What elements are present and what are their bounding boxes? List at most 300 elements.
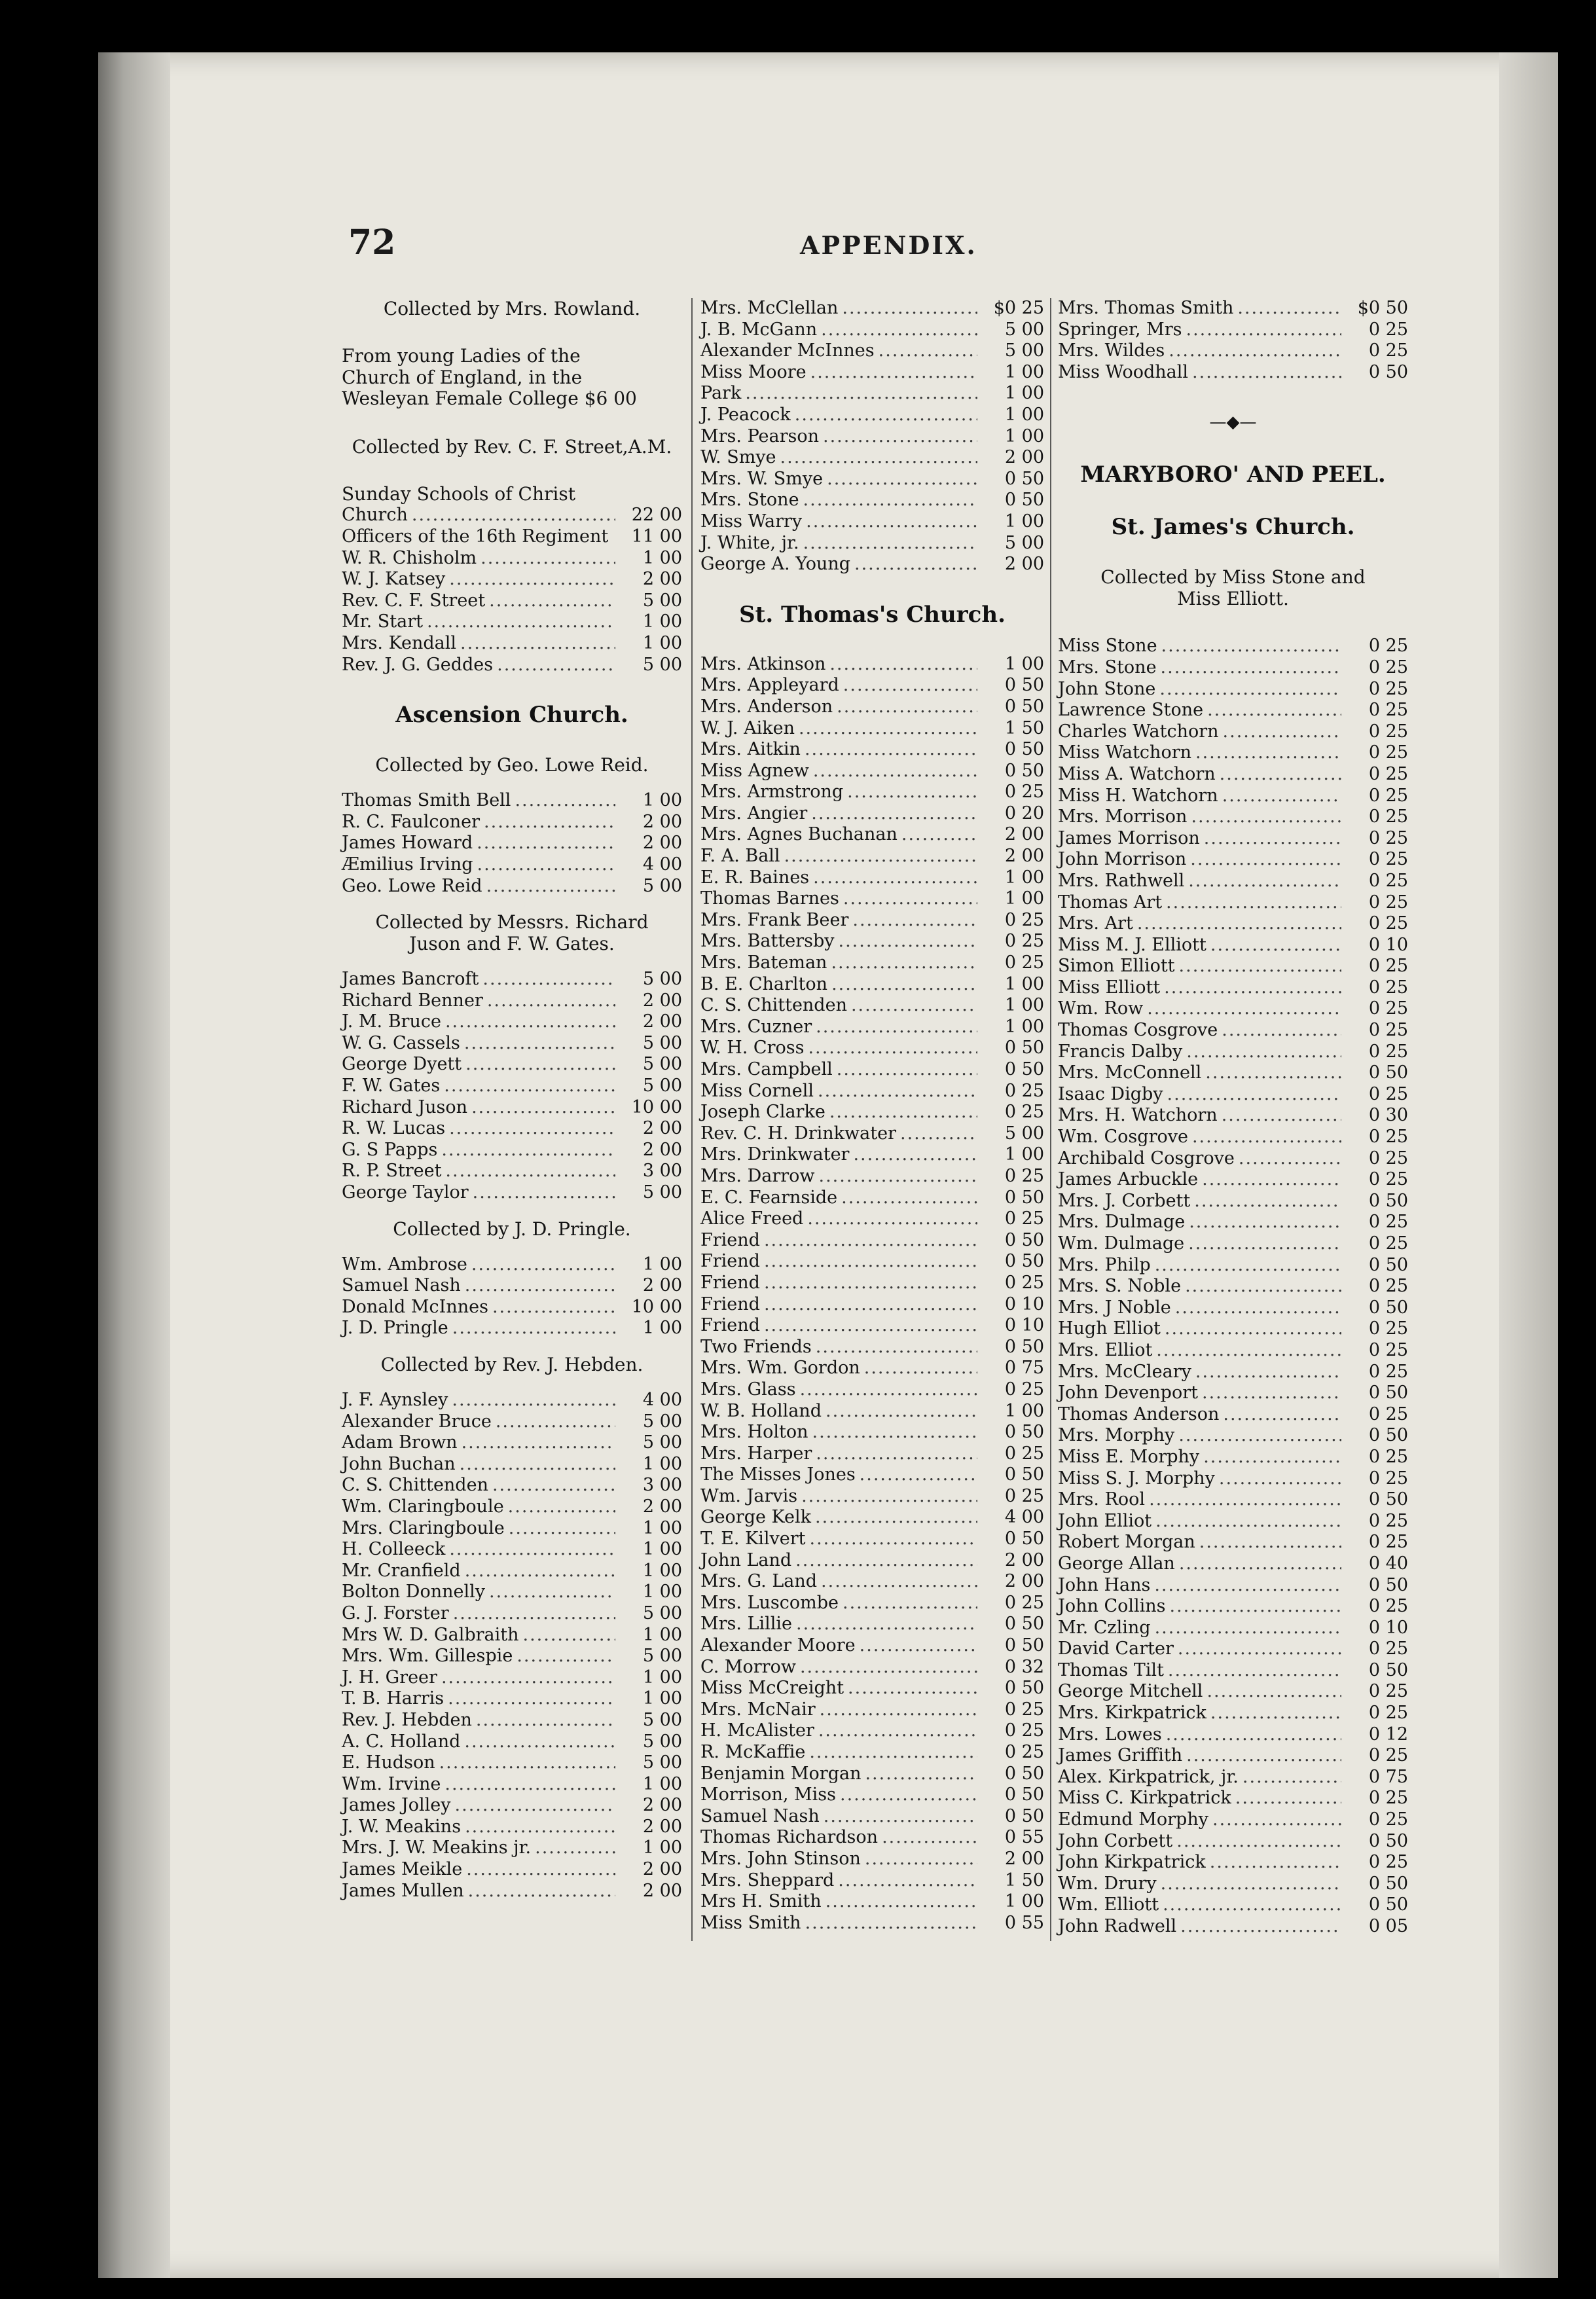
donation-amount: 2 00 bbox=[642, 569, 682, 590]
donation-entry bbox=[342, 611, 682, 633]
donor-name: Miss Elliott bbox=[1058, 977, 1161, 998]
donor-name: J. W. Meakins bbox=[342, 1816, 462, 1837]
donation-amount: $0 50 bbox=[1357, 298, 1408, 318]
dot-leader bbox=[1155, 1511, 1341, 1532]
dot-leader bbox=[441, 1140, 615, 1161]
collector-heading: Collected by Mrs. Rowland. bbox=[383, 298, 641, 319]
donation-amount: 0 25 bbox=[1368, 742, 1408, 763]
donor-name: Church bbox=[342, 505, 408, 526]
donation-amount: 0 50 bbox=[1004, 739, 1044, 760]
donation-amount: 1 00 bbox=[642, 1318, 682, 1339]
dot-leader bbox=[865, 1849, 977, 1870]
donation-amount: 1 00 bbox=[642, 547, 682, 568]
dot-leader bbox=[1154, 1575, 1341, 1597]
dot-leader bbox=[1210, 1852, 1341, 1874]
donor-name: Mrs. Rathwell bbox=[1058, 870, 1185, 891]
donation-amount: 2 00 bbox=[1004, 554, 1044, 575]
donation-amount: 1 00 bbox=[1004, 867, 1044, 888]
donation-entry bbox=[700, 340, 1044, 362]
donation-amount: 0 25 bbox=[1004, 1102, 1044, 1123]
donation-entry bbox=[342, 1710, 682, 1731]
donation-entry bbox=[1058, 956, 1408, 977]
donation-entry bbox=[1058, 1575, 1408, 1597]
donation-amount: 0 50 bbox=[1368, 1297, 1408, 1318]
donor-name: Isaac Digby bbox=[1058, 1083, 1163, 1104]
donation-entry bbox=[700, 761, 1044, 782]
donor-name: A. C. Holland bbox=[342, 1731, 461, 1752]
donation-entry bbox=[1058, 1318, 1408, 1340]
dot-leader bbox=[811, 803, 977, 825]
donation-amount: 0 25 bbox=[1368, 1276, 1408, 1297]
dot-leader bbox=[452, 1390, 615, 1411]
donor-name: Wm. Row bbox=[1058, 998, 1144, 1019]
donation-amount: 0 25 bbox=[1368, 678, 1408, 699]
donor-name: Mrs. Glass bbox=[700, 1379, 796, 1400]
donation-entry bbox=[700, 490, 1044, 511]
donor-name: James Howard bbox=[342, 833, 473, 854]
donation-entry bbox=[1058, 1468, 1408, 1490]
donor-name: Mrs. H. Watchorn bbox=[1058, 1105, 1218, 1126]
donation-amount: 2 00 bbox=[642, 1816, 682, 1837]
donor-name: Mrs. Stone bbox=[700, 490, 799, 511]
donation-amount: 0 25 bbox=[1368, 1596, 1408, 1617]
dot-leader bbox=[465, 1561, 615, 1582]
donation-entry bbox=[1058, 1297, 1408, 1319]
dot-leader bbox=[800, 1379, 977, 1401]
church-heading: Ascension Church. bbox=[395, 702, 628, 729]
dot-leader bbox=[1242, 1767, 1341, 1788]
donation-entry bbox=[1058, 636, 1408, 657]
donor-name: George Dyett bbox=[342, 1054, 462, 1075]
donation-amount: 1 00 bbox=[1004, 973, 1044, 994]
dot-leader bbox=[464, 1033, 615, 1055]
donor-name: Rev. J. Hebden bbox=[342, 1709, 472, 1730]
donation-entry bbox=[342, 1667, 682, 1689]
donor-name: Thomas Cosgrove bbox=[1058, 1020, 1218, 1041]
donation-amount: 2 00 bbox=[1004, 846, 1044, 867]
dot-leader bbox=[466, 1859, 615, 1881]
donation-amount: 0 25 bbox=[1368, 1809, 1408, 1830]
dot-leader bbox=[523, 1625, 615, 1646]
donor-name: Mrs. J. W. Meakins jr. bbox=[342, 1837, 532, 1858]
donor-name: G. J. Forster bbox=[342, 1602, 449, 1623]
donation-amount: 0 25 bbox=[1368, 998, 1408, 1019]
donor-name: Robert Morgan bbox=[1058, 1532, 1195, 1553]
donation-amount: 0 50 bbox=[1004, 1229, 1044, 1250]
binding-edge bbox=[98, 52, 170, 2278]
donation-amount: 0 50 bbox=[1368, 1873, 1408, 1894]
dot-leader bbox=[1220, 764, 1341, 786]
donor-name: J. F. Aynsley bbox=[342, 1390, 448, 1410]
donation-amount: 5 00 bbox=[642, 1076, 682, 1096]
donor-name: Alexander Bruce bbox=[342, 1411, 492, 1432]
donation-amount: 0 50 bbox=[1004, 1805, 1044, 1826]
donation-amount: 2 00 bbox=[1004, 1571, 1044, 1592]
dot-leader bbox=[825, 1401, 977, 1422]
donation-amount: 0 25 bbox=[1004, 1080, 1044, 1101]
dot-leader bbox=[848, 1678, 977, 1699]
donor-name: W. J. Katsey bbox=[342, 569, 446, 590]
donation-entry bbox=[700, 910, 1044, 932]
donation-entry bbox=[1058, 721, 1408, 743]
donor-name: W. H. Cross bbox=[700, 1038, 805, 1059]
donation-entry bbox=[1058, 1233, 1408, 1255]
donation-entry bbox=[700, 1849, 1044, 1870]
donation-entry bbox=[1058, 1362, 1408, 1383]
dot-leader bbox=[820, 1699, 977, 1721]
dot-leader bbox=[1186, 1745, 1341, 1767]
donation-amount: 0 25 bbox=[1368, 1148, 1408, 1168]
dot-leader bbox=[464, 1731, 615, 1753]
dot-leader bbox=[460, 633, 615, 655]
donation-entry bbox=[342, 1837, 682, 1859]
dot-leader bbox=[823, 426, 977, 448]
donation-entry bbox=[1058, 1809, 1408, 1831]
donation-entry bbox=[700, 533, 1044, 554]
donor-name: Miss Watchorn bbox=[1058, 742, 1191, 763]
dot-leader bbox=[427, 611, 615, 633]
dot-leader bbox=[449, 569, 615, 590]
donation-amount: 1 00 bbox=[642, 1254, 682, 1275]
donation-entry bbox=[700, 1251, 1044, 1273]
dot-leader bbox=[809, 1742, 977, 1764]
page-edge bbox=[1499, 52, 1558, 2278]
dot-leader bbox=[1186, 1041, 1341, 1063]
donation-entry bbox=[700, 1764, 1044, 1785]
donation-entry bbox=[700, 952, 1044, 974]
dot-leader bbox=[821, 319, 977, 341]
donor-name: Mr. Czling bbox=[1058, 1617, 1151, 1638]
donor-name: Miss C. Kirkpatrick bbox=[1058, 1788, 1231, 1809]
donor-name: F. A. Ball bbox=[700, 846, 780, 867]
donation-entry bbox=[700, 1635, 1044, 1657]
donation-amount: 0 25 bbox=[1368, 1403, 1408, 1424]
donation-entry bbox=[1058, 700, 1408, 721]
donation-entry bbox=[1058, 1191, 1408, 1212]
dot-leader bbox=[808, 1038, 977, 1059]
dot-leader bbox=[468, 1881, 615, 1902]
donor-name: Wm. Dulmage bbox=[1058, 1233, 1185, 1254]
donation-entry bbox=[700, 1059, 1044, 1081]
donation-amount: 2 00 bbox=[642, 1118, 682, 1139]
donation-amount: 0 25 bbox=[1368, 1703, 1408, 1724]
donation-amount: 0 25 bbox=[1368, 1468, 1408, 1489]
donation-amount: 0 25 bbox=[1368, 1020, 1408, 1041]
donation-amount: 5 00 bbox=[642, 1602, 682, 1623]
donor-name: James Griffith bbox=[1058, 1745, 1183, 1766]
donor-name: Mrs. G. Land bbox=[700, 1571, 818, 1592]
donor-name: Miss Agnew bbox=[700, 760, 809, 781]
donation-amount: 1 50 bbox=[1004, 1870, 1044, 1891]
dot-leader bbox=[882, 1827, 977, 1849]
donor-name: Friend bbox=[700, 1251, 760, 1272]
donation-entry bbox=[700, 1401, 1044, 1422]
donation-amount: 0 25 bbox=[1004, 1208, 1044, 1229]
donation-entry bbox=[700, 1870, 1044, 1892]
donation-entry bbox=[700, 697, 1044, 718]
dot-leader bbox=[1167, 1084, 1341, 1106]
donation-entry bbox=[342, 1688, 682, 1710]
dot-leader bbox=[821, 1571, 977, 1593]
dot-leader bbox=[444, 1774, 615, 1796]
donation-amount: 0 50 bbox=[1368, 1894, 1408, 1915]
donation-amount: 1 00 bbox=[1004, 511, 1044, 532]
dot-leader bbox=[800, 1657, 977, 1678]
donor-name: Morrison, Miss bbox=[700, 1784, 837, 1805]
donor-name: W. R. Chisholm bbox=[342, 547, 477, 568]
collector-heading: Collected by Miss Stone and Miss Elliott. bbox=[1100, 566, 1366, 610]
donation-entry bbox=[1058, 1767, 1408, 1788]
donor-name: Mrs W. D. Galbraith bbox=[342, 1624, 519, 1645]
donor-name: Rev. C. H. Drinkwater bbox=[700, 1123, 896, 1144]
dot-leader bbox=[1179, 956, 1341, 977]
donation-amount: 5 00 bbox=[642, 1752, 682, 1773]
dot-leader bbox=[477, 833, 615, 854]
donation-entry bbox=[700, 1720, 1044, 1742]
donor-name: Mrs. McClellan bbox=[700, 298, 839, 318]
dot-leader bbox=[465, 1275, 615, 1297]
dot-leader bbox=[810, 362, 977, 384]
dot-leader bbox=[452, 1318, 615, 1339]
donation-amount: 1 00 bbox=[1004, 1400, 1044, 1421]
donor-name: Wm. Irvine bbox=[342, 1773, 441, 1794]
donation-entry bbox=[700, 1657, 1044, 1678]
dot-leader bbox=[448, 1688, 615, 1710]
donation-entry bbox=[1058, 1447, 1408, 1468]
dot-leader bbox=[1164, 977, 1341, 999]
donor-name: George Allan bbox=[1058, 1553, 1175, 1574]
donation-amount: 0 50 bbox=[1368, 1383, 1408, 1403]
dot-leader bbox=[839, 931, 978, 952]
donation-entry bbox=[700, 1614, 1044, 1635]
donation-entry bbox=[342, 1432, 682, 1454]
donation-entry bbox=[1058, 806, 1408, 828]
donation-entry bbox=[700, 1422, 1044, 1443]
donation-amount: 0 25 bbox=[1368, 913, 1408, 934]
dot-leader bbox=[864, 1358, 977, 1379]
donation-amount: 0 30 bbox=[1368, 1105, 1408, 1126]
dot-leader bbox=[815, 1507, 977, 1529]
dot-leader bbox=[901, 824, 977, 846]
donation-amount: 0 25 bbox=[1368, 956, 1408, 977]
donor-name: W. G. Cassels bbox=[342, 1032, 460, 1053]
donation-entry bbox=[1058, 977, 1408, 999]
district-heading: MARYBORO' AND PEEL. bbox=[1080, 462, 1386, 488]
donor-name: Mrs. Darrow bbox=[700, 1165, 815, 1186]
donation-amount: 0 25 bbox=[1368, 1745, 1408, 1766]
donation-amount: 0 32 bbox=[1004, 1656, 1044, 1677]
dot-leader bbox=[441, 1667, 615, 1689]
donation-amount: 0 05 bbox=[1368, 1916, 1408, 1936]
donor-name: Francis Dalby bbox=[1058, 1041, 1183, 1062]
dot-leader bbox=[825, 1891, 977, 1913]
donor-name: J. B. McGann bbox=[700, 319, 818, 340]
dot-leader bbox=[1159, 679, 1341, 700]
donor-name: Mrs. Kendall bbox=[342, 632, 457, 653]
dot-leader bbox=[517, 1646, 615, 1667]
donation-amount: 0 20 bbox=[1004, 803, 1044, 824]
dot-leader bbox=[795, 405, 977, 426]
dot-leader bbox=[1222, 1020, 1341, 1041]
donation-amount: 0 25 bbox=[1368, 849, 1408, 870]
donor-name: The Misses Jones bbox=[700, 1464, 856, 1485]
dot-leader bbox=[816, 1337, 977, 1358]
donor-name: Mrs. Frank Beer bbox=[700, 909, 849, 930]
donation-entry bbox=[700, 974, 1044, 996]
donor-name: Mrs. Lillie bbox=[700, 1614, 793, 1635]
dot-leader bbox=[745, 383, 977, 405]
donor-name: E. C. Fearnside bbox=[700, 1187, 838, 1208]
column-right bbox=[1058, 298, 1408, 1938]
dot-leader bbox=[851, 995, 977, 1017]
column-left bbox=[342, 298, 682, 1902]
donation-entry bbox=[700, 362, 1044, 384]
donation-amount: 5 00 bbox=[642, 1032, 682, 1053]
dot-leader bbox=[812, 1422, 977, 1443]
donation-amount: 0 50 bbox=[1368, 1659, 1408, 1680]
donation-entry bbox=[700, 1443, 1044, 1465]
dot-leader bbox=[1188, 871, 1341, 892]
donation-amount: 1 00 bbox=[642, 1688, 682, 1709]
donor-name: Mr. Start bbox=[342, 611, 423, 632]
donation-amount: 0 25 bbox=[1368, 1788, 1408, 1809]
donor-name: Mrs. Stone bbox=[1058, 657, 1157, 678]
donation-list bbox=[342, 969, 682, 1204]
dot-leader bbox=[1203, 1447, 1341, 1468]
dot-leader bbox=[471, 1254, 615, 1276]
donor-name: Miss H. Watchorn bbox=[1058, 785, 1218, 806]
donor-name: John Stone bbox=[1058, 678, 1156, 699]
donation-entry bbox=[1058, 1916, 1408, 1938]
dot-leader bbox=[486, 876, 615, 897]
donor-name: John Corbett bbox=[1058, 1830, 1173, 1851]
dot-leader bbox=[813, 761, 977, 782]
column-rule bbox=[1050, 298, 1051, 1941]
donation-entry bbox=[342, 969, 682, 990]
dot-leader bbox=[1212, 1809, 1341, 1831]
dot-leader bbox=[795, 1550, 977, 1572]
donor-name: T. E. Kilvert bbox=[700, 1529, 806, 1549]
donation-entry bbox=[342, 1881, 682, 1902]
donation-entry bbox=[1058, 1596, 1408, 1618]
donation-amount: 0 25 bbox=[1368, 1169, 1408, 1190]
donation-entry bbox=[1058, 1874, 1408, 1895]
donation-amount: 0 25 bbox=[1368, 1361, 1408, 1382]
donor-name: Donald McInnes bbox=[342, 1296, 488, 1317]
donation-entry bbox=[342, 1140, 682, 1161]
dot-leader bbox=[796, 1614, 977, 1635]
donor-name: W. B. Holland bbox=[700, 1400, 822, 1421]
donation-entry bbox=[1058, 1062, 1408, 1084]
donation-entry bbox=[1058, 1084, 1408, 1106]
donor-name: Wm. Cosgrove bbox=[1058, 1127, 1188, 1148]
donation-entry bbox=[700, 1678, 1044, 1699]
dot-leader bbox=[837, 1059, 977, 1081]
donation-amount: 3 00 bbox=[642, 1475, 682, 1496]
donation-entry bbox=[700, 1038, 1044, 1059]
dot-leader bbox=[764, 1230, 977, 1252]
donation-amount: 0 25 bbox=[1368, 827, 1408, 848]
donor-name: Wm. Jarvis bbox=[700, 1485, 798, 1506]
dot-leader bbox=[805, 739, 977, 761]
dot-leader bbox=[1222, 786, 1341, 807]
donation-amount: 0 50 bbox=[1368, 1062, 1408, 1083]
donation-entry bbox=[1058, 871, 1408, 892]
donor-name: Thomas Richardson bbox=[700, 1827, 879, 1848]
dot-leader bbox=[1186, 319, 1342, 341]
donation-entry bbox=[700, 1593, 1044, 1614]
dot-leader bbox=[816, 1017, 977, 1038]
dot-leader bbox=[535, 1837, 615, 1859]
donation-entry bbox=[342, 633, 682, 655]
donation-amount: 0 25 bbox=[1368, 763, 1408, 784]
donation-entry bbox=[1058, 1894, 1408, 1916]
donor-name: Mrs. Anderson bbox=[700, 696, 833, 717]
dot-leader bbox=[900, 1123, 977, 1145]
donation-amount: 4 00 bbox=[642, 854, 682, 875]
donation-amount: 4 00 bbox=[1004, 1507, 1044, 1528]
dot-leader bbox=[1199, 1532, 1341, 1553]
donation-entry bbox=[1058, 1383, 1408, 1404]
donation-entry bbox=[342, 1254, 682, 1276]
donation-entry bbox=[700, 1571, 1044, 1593]
donation-entry bbox=[1058, 892, 1408, 914]
donation-entry bbox=[342, 1731, 682, 1753]
donation-amount: 2 00 bbox=[1004, 1549, 1044, 1570]
dot-leader bbox=[1189, 1212, 1341, 1233]
donation-entry bbox=[342, 590, 682, 612]
donor-name: Alexander McInnes bbox=[700, 340, 875, 361]
donation-entry bbox=[700, 1486, 1044, 1508]
donation-entry bbox=[700, 1742, 1044, 1764]
donor-name: Simon Elliott bbox=[1058, 956, 1175, 977]
donation-amount: 0 25 bbox=[1368, 1318, 1408, 1339]
donation-entry bbox=[700, 1699, 1044, 1721]
donation-amount: 4 00 bbox=[642, 1390, 682, 1410]
donor-name: Alex. Kirkpatrick, jr. bbox=[1058, 1766, 1239, 1787]
dot-leader bbox=[1179, 1553, 1341, 1575]
donor-name: C. S. Chittenden bbox=[342, 1475, 488, 1496]
donor-name: Hugh Elliot bbox=[1058, 1318, 1161, 1339]
donation-amount: 2 00 bbox=[642, 1275, 682, 1296]
page-title: APPENDIX. bbox=[800, 230, 977, 260]
donor-name: Wm. Drury bbox=[1058, 1873, 1157, 1894]
donation-amount: 0 25 bbox=[1004, 1485, 1044, 1506]
dot-leader bbox=[1222, 1105, 1341, 1127]
donor-name: Mrs. J Noble bbox=[1058, 1297, 1171, 1318]
donor-name: Friend bbox=[700, 1229, 760, 1250]
donation-amount: 22 00 bbox=[631, 505, 682, 526]
donor-name: Park bbox=[700, 383, 742, 404]
donation-amount: 5 00 bbox=[642, 1182, 682, 1203]
dot-leader bbox=[482, 969, 615, 990]
donation-entry bbox=[1058, 1127, 1408, 1148]
donor-name: Joseph Clarke bbox=[700, 1102, 825, 1123]
donation-entry bbox=[1058, 1788, 1408, 1809]
dot-leader bbox=[1205, 1062, 1341, 1084]
dot-leader bbox=[1194, 1191, 1341, 1212]
dot-leader bbox=[1188, 1233, 1341, 1255]
dot-leader bbox=[810, 1529, 977, 1550]
dot-leader bbox=[449, 1539, 615, 1561]
donation-amount: 0 25 bbox=[1368, 1681, 1408, 1702]
dot-leader bbox=[489, 590, 615, 612]
dot-leader bbox=[462, 1432, 615, 1454]
dot-leader bbox=[841, 1187, 977, 1209]
donor-name: Miss McCreight bbox=[700, 1678, 844, 1699]
donation-amount: 0 55 bbox=[1004, 1827, 1044, 1848]
donation-entry bbox=[700, 383, 1044, 405]
